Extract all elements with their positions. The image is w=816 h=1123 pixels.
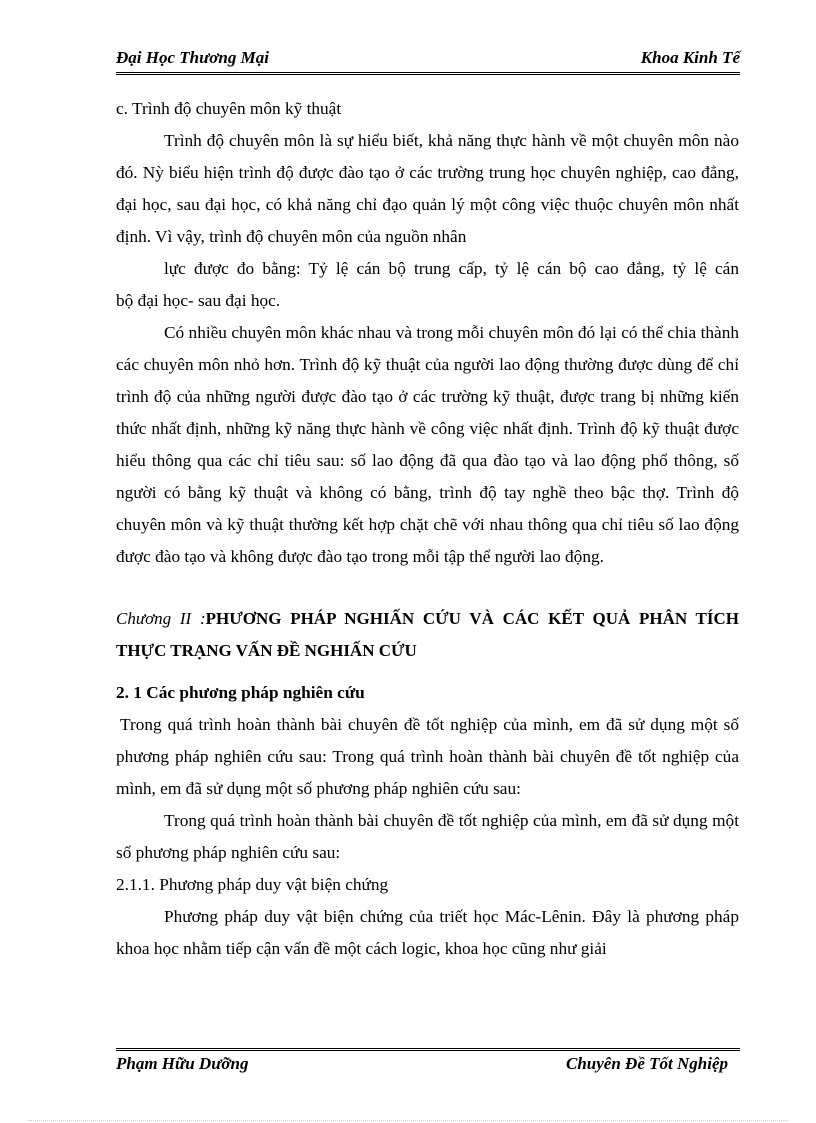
footer-author: Phạm Hữu Dưỡng: [116, 1054, 249, 1073]
paragraph-continuation: bộ đại học- sau đại học.: [116, 291, 281, 310]
document-body: [116, 93, 739, 965]
chapter-title: [116, 603, 739, 667]
subheading-c: c. Trình độ chuyên môn kỹ thuật: [116, 99, 342, 118]
section-title: 2. 1 Các phương pháp nghiên cứu: [116, 683, 365, 702]
page-bottom-dotted-line: [28, 1120, 788, 1121]
paragraph-continuation: lực được đo bằng: Tỷ lệ cán bộ trung cấp, tỷ lệ cán bộ cao đẳng, tỷ lệ cán: [164, 259, 739, 278]
page-header: [116, 48, 740, 72]
paragraph: Có nhiều chuyên môn khác nhau và trong mỗi chuyên môn đó lại có thể chia thành các chuyên môn nhỏ hơn. Trình độ kỹ thuật của người lao động thường được dùng để chỉ trình độ của những người được đào tạo ở các trường kỹ thuật, được trang bị những kiến thức nhất định, những kỹ năng thực hành về công việc nhất định. Trình độ kỹ thuật được hiểu thông qua các chỉ tiêu sau: số lao động đã qua đào tạo và lao động phổ thông, số người có bằng kỹ thuật và không có bằng, trình độ tay nghề theo bậc thợ. Trình độ chuyên môn và kỹ thuật thường kết hợp chặt chẽ với nhau thông qua chỉ tiêu số lao động được đào tạo và không được đào tạo trong mỗi tập thể người lao động.: [116, 323, 739, 566]
header-school: Đại Học Thương Mại: [116, 48, 269, 67]
paragraph: Trong quá trình hoàn thành bài chuyên đề tốt nghiệp của mình, em đã sử dụng một số phương pháp nghiên cứu sau:: [116, 811, 739, 862]
subsection-title: 2.1.1. Phương pháp duy vật biện chứng: [116, 875, 389, 894]
paragraph: Phương pháp duy vật biện chứng của triết học Mác-Lênin. Đây là phương pháp khoa học nhằm tiếp cận vấn đề một cách logic, khoa học cũng như giải: [116, 907, 739, 958]
footer-doc-type: Chuyên Đề Tốt Nghiệp: [566, 1054, 728, 1073]
paragraph: Trong quá trình hoàn thành bài chuyên đề tốt nghiệp của mình, em đã sử dụng một số phương pháp nghiên cứu sau: Trong quá trình hoàn thành bài chuyên đề tốt nghiệp của mình, em đã sử dụng một số phương pháp nghiên cứu sau:: [116, 715, 739, 798]
chapter-heading: PHƯƠNG PHÁP NGHIẤN CỨU VÀ CÁC KẾT QUẢ PHÂN TÍCH THỰC TRẠNG VẤN ĐỀ NGHIẤN CỨU: [116, 609, 739, 660]
footer-rule: [116, 1048, 740, 1051]
chapter-label: Chương II :: [116, 609, 206, 628]
page-footer: [116, 1054, 728, 1078]
header-rule: [116, 72, 740, 75]
header-faculty: Khoa Kinh Tế: [640, 48, 740, 67]
paragraph: Trình độ chuyên môn là sự hiểu biết, khả năng thực hành về một chuyên môn nào đó. Nỳ biểu hiện trình độ được đào tạo ở các trường trung học chuyên nghiệp, cao đẳng, đại học, sau đại học, có khả năng chỉ đạo quản lý một công việc thuộc chuyên môn nhất định. Vì vậy, trình độ chuyên môn của nguồn nhân: [116, 131, 739, 246]
